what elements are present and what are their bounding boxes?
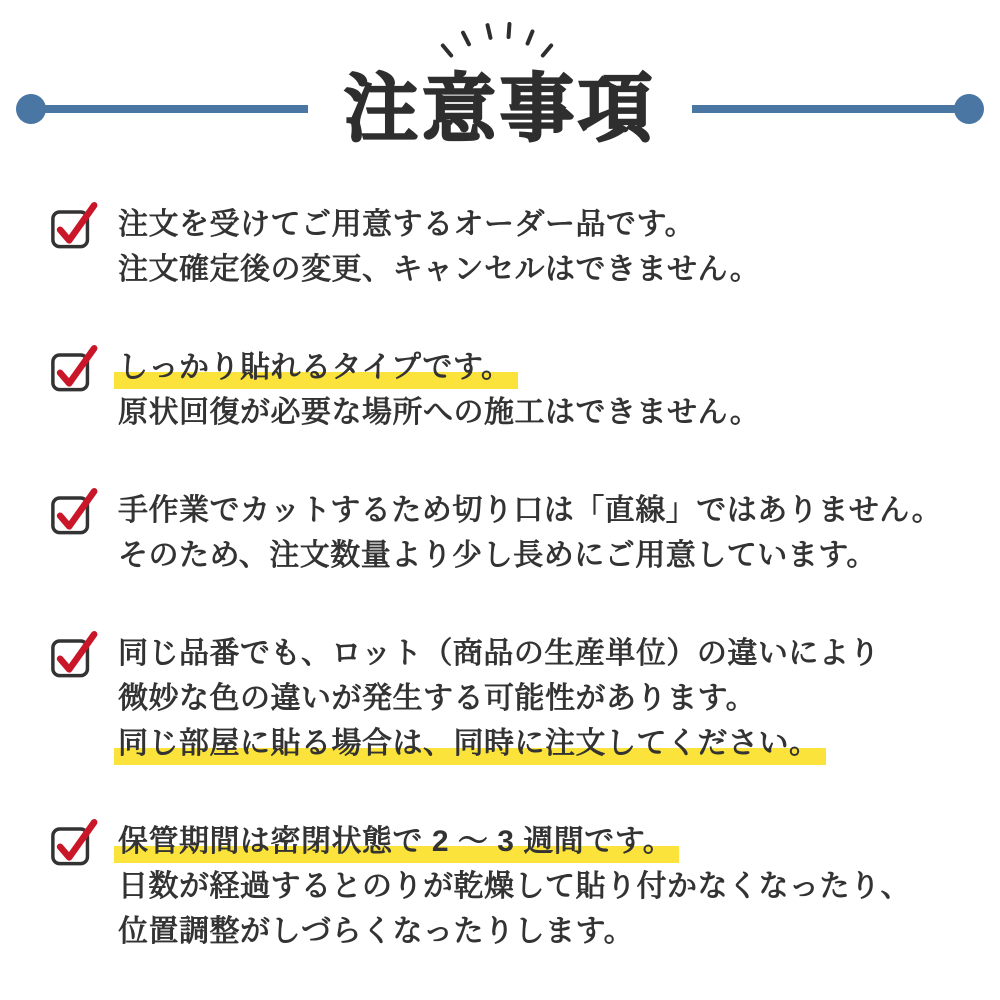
notice-text: 注文確定後の変更、キャンセルはできません。 bbox=[118, 253, 761, 286]
notice-line bbox=[118, 909, 911, 954]
page-title: 注意事項 bbox=[344, 67, 656, 150]
notice-line bbox=[118, 533, 942, 578]
notice-item bbox=[50, 631, 1000, 766]
notice-line bbox=[118, 864, 911, 909]
header bbox=[0, 67, 1000, 150]
notice-lines bbox=[118, 819, 911, 954]
notice-text: 微妙な色の違いが発生する可能性があります。 bbox=[118, 682, 757, 715]
notice-text: 注文を受けてご用意するオーダー品です。 bbox=[118, 208, 696, 241]
checked-checkbox-icon bbox=[50, 630, 98, 678]
checked-checkbox-icon bbox=[50, 201, 98, 249]
highlighted-text: しっかり貼れるタイプです。 bbox=[114, 351, 518, 389]
notice-text: 日数が経過するとのりが乾燥して貼り付かなくなったり、 bbox=[118, 870, 911, 903]
notice-text: 同じ品番でも、ロット（商品の生産単位）の違いにより bbox=[118, 637, 880, 670]
notice-item bbox=[50, 488, 1000, 578]
notice-line bbox=[118, 631, 880, 676]
notice-item bbox=[50, 345, 1000, 435]
notice-text: 手作業でカットするため切り口は「直線」ではありません。 bbox=[118, 494, 943, 527]
checked-checkbox-icon bbox=[50, 487, 98, 535]
rule-bar-right bbox=[692, 105, 960, 113]
notice-list bbox=[0, 202, 1000, 954]
notice-item bbox=[50, 202, 1000, 292]
notice-line bbox=[118, 676, 880, 721]
rule-bar-left bbox=[40, 105, 308, 113]
checked-checkbox-icon bbox=[50, 818, 98, 866]
notice-text: そのため、注文数量より少し長めにご用意しています。 bbox=[118, 539, 877, 572]
header-rule-right bbox=[698, 94, 984, 124]
notice-line bbox=[118, 202, 760, 247]
notice-item bbox=[50, 819, 1000, 954]
checked-checkbox-icon bbox=[50, 344, 98, 392]
notice-lines bbox=[118, 345, 760, 435]
rule-dot-right bbox=[954, 94, 984, 124]
notice-line bbox=[118, 721, 880, 766]
notice-line bbox=[118, 247, 760, 292]
notice-lines bbox=[118, 631, 880, 766]
notice-lines bbox=[118, 202, 760, 292]
notice-line bbox=[118, 819, 911, 864]
sparkle-icon bbox=[443, 22, 555, 62]
highlighted-text: 保管期間は密閉状態で 2 〜 3 週間です。 bbox=[114, 825, 679, 863]
notice-lines bbox=[118, 488, 942, 578]
highlighted-text: 同じ部屋に貼る場合は、同時に注文してください。 bbox=[114, 727, 826, 765]
notice-line bbox=[118, 488, 942, 533]
notice-line bbox=[118, 390, 760, 435]
notice-text: 位置調整がしづらくなったりします。 bbox=[118, 915, 635, 948]
header-rule-left bbox=[16, 94, 302, 124]
notice-line bbox=[118, 345, 760, 390]
notice-text: 原状回復が必要な場所への施工はできません。 bbox=[118, 396, 761, 429]
